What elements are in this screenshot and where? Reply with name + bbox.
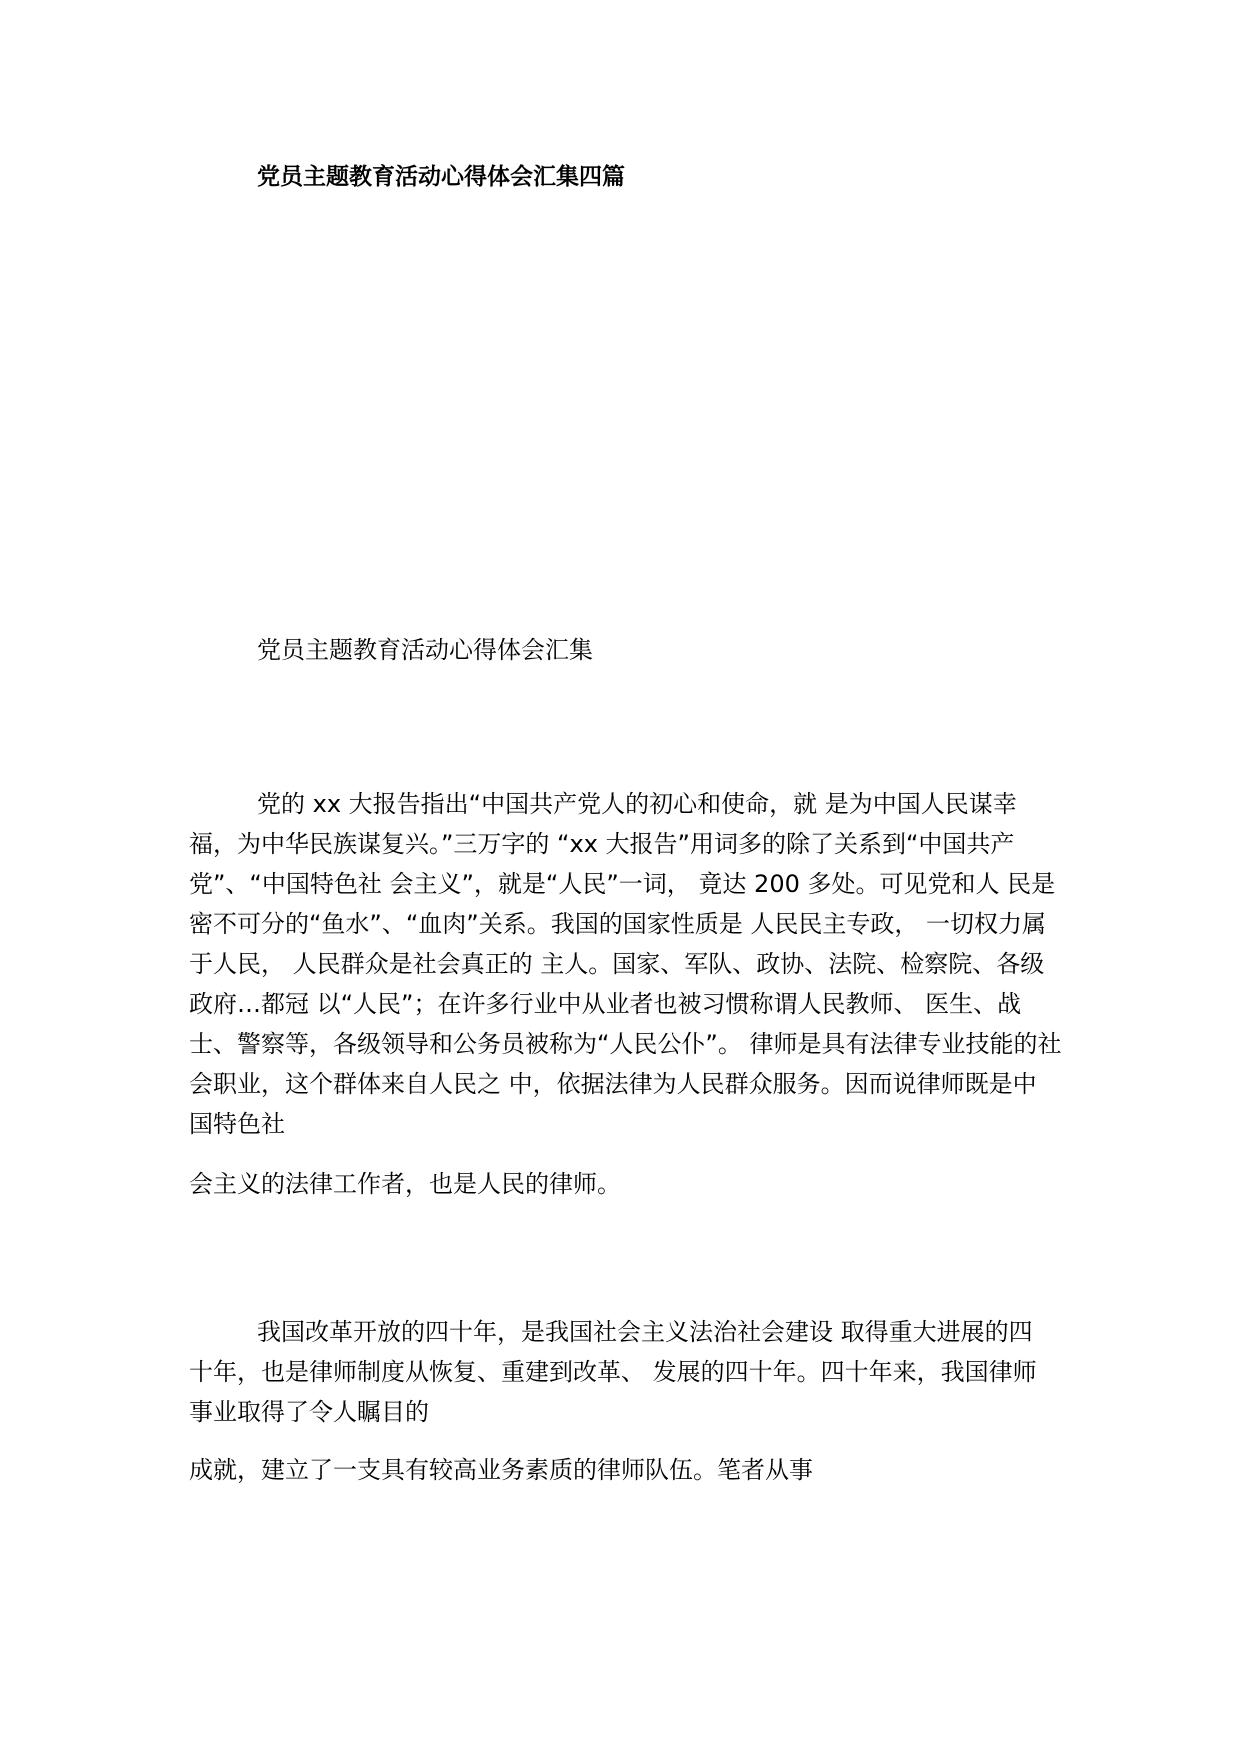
paragraph-line: 于人民， 人民群众是社会真正的 主人。国家、军队、政协、法院、检察院、各级 <box>189 950 1045 978</box>
paragraph-line: 士、警察等，各级领导和公务员被称为“人民公仆”。 律师是具有法律专业技能的社 <box>189 1030 1062 1058</box>
paragraph-line: 党”、“中国特色社 会主义”，就是“人民”一词， 竟达 200 多处。可见党和人 民是 <box>189 870 1056 898</box>
paragraph-2-continuation <box>189 1450 1069 1490</box>
paragraph-line: 密不可分的“鱼水”、“血肉”关系。我国的国家性质是 人民民主专政， 一切权力属 <box>189 910 1046 938</box>
paragraph-line: 政府…都冠 以“人民”；在许多行业中从业者也被习惯称谓人民教师、 医生、战 <box>189 990 1022 1018</box>
paragraph-line: 会主义的法律工作者，也是人民的律师。 <box>189 1170 621 1198</box>
paragraph-line: 福，为中华民族谋复兴。”三万字的 “xx 大报告”用词多的除了关系到“中国共产 <box>189 830 1015 858</box>
paragraph-line: 国特色社 <box>189 1110 285 1138</box>
paragraph-line: 党的 xx 大报告指出“中国共产党人的初心和使命，就 是为中国人民谋幸 <box>257 790 1017 818</box>
paragraph-1-continuation <box>189 1164 1069 1204</box>
document-subtitle: 党员主题教育活动心得体会汇集 <box>257 636 593 664</box>
paragraph-2 <box>189 1312 1069 1432</box>
paragraph-line: 我国改革开放的四十年，是我国社会主义法治社会建设 取得重大进展的四 <box>257 1318 1033 1346</box>
document-title: 党员主题教育活动心得体会汇集四篇 <box>257 164 625 190</box>
paragraph-line: 会职业，这个群体来自人民之 中，依据法律为人民群众服务。因而说律师既是中 <box>189 1070 1037 1098</box>
paragraph-1 <box>189 784 1069 1144</box>
paragraph-line: 成就，建立了一支具有较高业务素质的律师队伍。笔者从事 <box>189 1456 813 1484</box>
paragraph-line: 事业取得了令人瞩目的 <box>189 1398 429 1426</box>
paragraph-line: 十年，也是律师制度从恢复、重建到改革、 发展的四十年。四十年来，我国律师 <box>189 1358 1037 1386</box>
